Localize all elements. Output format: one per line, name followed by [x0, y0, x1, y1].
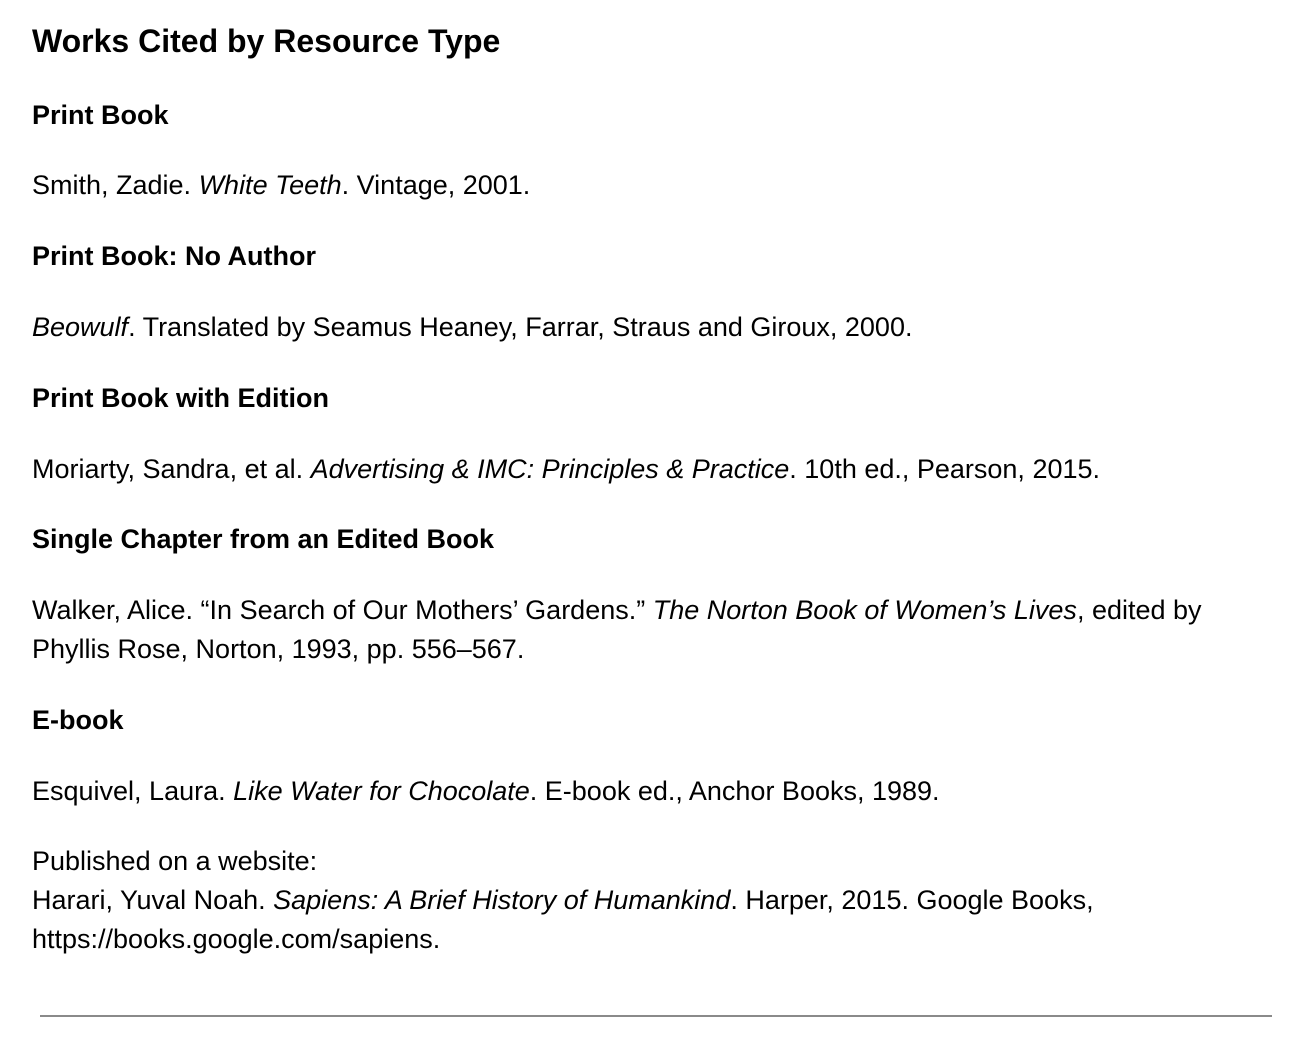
- citation-single-chapter: [32, 591, 1282, 669]
- citation-publication: . 10th ed., Pearson, 2015.: [789, 454, 1101, 484]
- citation-print-book: [32, 166, 1282, 205]
- citation-website: [32, 881, 1282, 959]
- citation-print-book-edition: [32, 450, 1282, 489]
- citation-title: Sapiens: A Brief History of Humankind: [273, 885, 731, 915]
- citation-ebook: [32, 772, 1282, 811]
- citation-author: Walker, Alice. “In Search of Our Mothers’ Gardens.”: [32, 595, 653, 625]
- citation-publication: . E-book ed., Anchor Books, 1989.: [529, 776, 940, 806]
- citation-title: Advertising & IMC: Principles & Practice: [310, 454, 790, 484]
- bottom-divider: [40, 1015, 1272, 1017]
- citation-publication: . Harper, 2015. Google Books, https://books.google.com/sapiens.: [32, 885, 1094, 954]
- section-heading-single-chapter: Single Chapter from an Edited Book: [32, 524, 495, 554]
- citation-publication: . Vintage, 2001.: [341, 170, 531, 200]
- citation-author: Esquivel, Laura.: [32, 776, 234, 806]
- citation-title: Like Water for Chocolate: [233, 776, 530, 806]
- citation-publication: . Translated by Seamus Heaney, Farrar, Straus and Giroux, 2000.: [128, 312, 913, 342]
- citation-print-book-no-author: [32, 308, 1282, 347]
- citation-author: Harari, Yuval Noah.: [32, 885, 274, 915]
- citation-title: The Norton Book of Women’s Lives: [652, 595, 1077, 625]
- section-heading-print-book: Print Book: [32, 100, 169, 130]
- citation-publication: , edited by Phyllis Rose, Norton, 1993, pp. 556–567.: [32, 595, 1202, 664]
- citation-author: Moriarty, Sandra, et al.: [32, 454, 311, 484]
- website-label: Published on a website:: [32, 846, 318, 876]
- section-heading-print-book-no-author: Print Book: No Author: [32, 241, 316, 271]
- section-heading-ebook: E-book: [32, 705, 124, 735]
- section-heading-print-book-edition: Print Book with Edition: [32, 383, 329, 413]
- citation-title: White Teeth: [198, 170, 342, 200]
- citation-title: Beowulf: [32, 312, 129, 342]
- citation-author: Smith, Zadie.: [32, 170, 199, 200]
- page-title: Works Cited by Resource Type: [32, 23, 501, 59]
